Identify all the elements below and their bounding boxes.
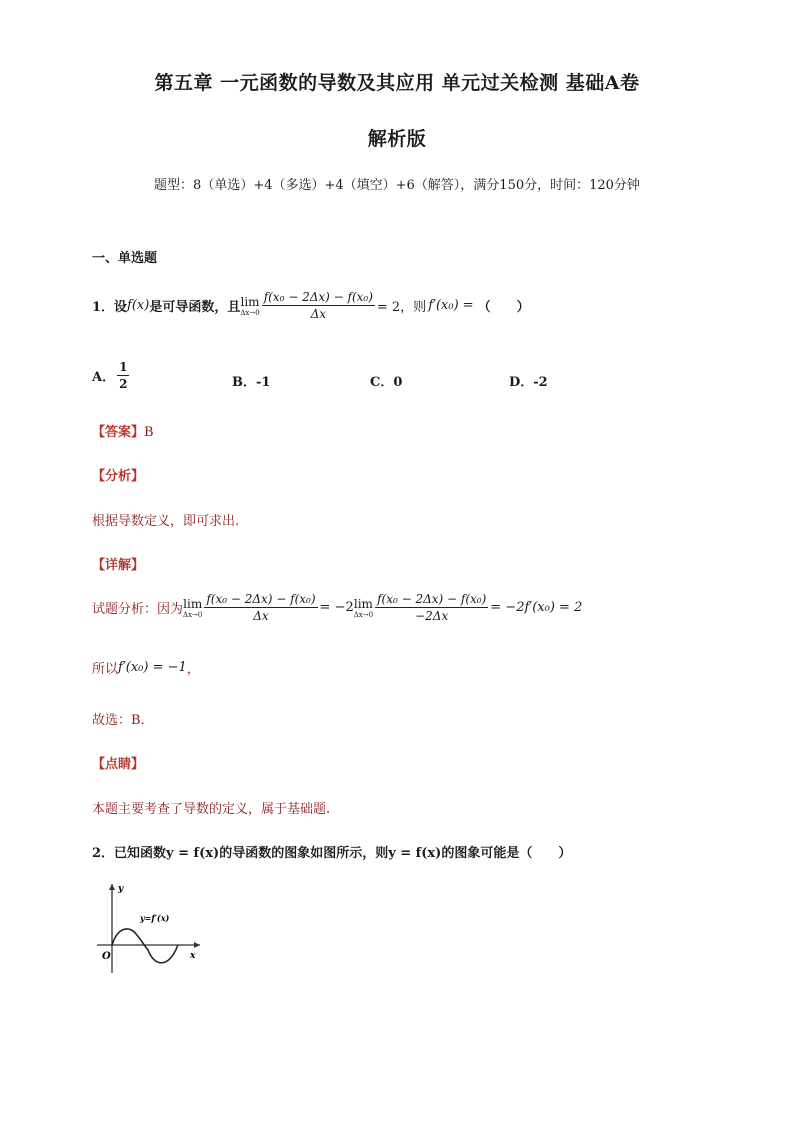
option-d-label: D．	[509, 375, 534, 390]
y-axis-arrow-icon	[109, 884, 115, 890]
y-axis-label: y	[118, 884, 124, 894]
detail-num-2: f(x₀ − 2Δx) − f(x₀)	[377, 592, 487, 606]
answer-value: B	[144, 425, 154, 440]
q1-denominator: Δx	[310, 307, 326, 321]
derivative-curve	[112, 929, 178, 963]
option-c	[370, 371, 402, 390]
option-a-label: A．	[92, 370, 116, 385]
detail-mid: = −2	[319, 600, 354, 615]
detail-lim-sub-2: Δx→0	[353, 610, 374, 619]
detail-num-1: f(x₀ − 2Δx) − f(x₀)	[206, 592, 316, 606]
q1-numerator: f(x₀ − 2Δx) − f(x₀)	[263, 290, 373, 304]
detail-den-2: −2Δx	[415, 609, 449, 623]
exam-meta: 题型：8（单选）+4（多选）+4（填空）+6（解答），满分150分，时间：120分钟	[154, 178, 640, 193]
option-c-value: 0	[393, 375, 403, 390]
q1-lim-word: lim	[240, 294, 260, 309]
curve-label: y=f′(x)	[140, 913, 170, 923]
choose-text: 故选：B.	[92, 713, 145, 728]
so-line	[92, 658, 200, 677]
detail-lim-word-1: lim	[183, 596, 203, 611]
question-1-stem	[92, 290, 530, 321]
q1-paren: （ ）	[477, 300, 530, 315]
q1-limit	[240, 295, 259, 317]
section-heading: 一、单选题	[92, 251, 158, 266]
page-title: 第五章 一元函数的导数及其应用 单元过关检测 基础A卷	[154, 72, 640, 94]
answer-line	[92, 421, 154, 440]
so-tail: ，	[186, 662, 200, 677]
question-2-stem: 2．已知函数y = f(x)的导函数的图象如图所示，则y = f(x)的图象可能是（ ）	[92, 846, 572, 861]
origin-label: O	[102, 951, 111, 962]
q1-prefix: 1．设	[92, 300, 128, 315]
so-math: f′(x₀) = −1	[118, 660, 187, 675]
option-d	[509, 371, 548, 390]
detail-tag: 【详解】	[92, 558, 145, 573]
q1-fraction	[262, 290, 375, 321]
comment-tag: 【点睛】	[92, 757, 145, 772]
analysis-text: 根据导数定义，即可求出.	[92, 514, 240, 529]
x-axis-arrow-icon	[194, 942, 200, 948]
page-subtitle: 解析版	[367, 128, 427, 150]
option-c-label: C．	[370, 375, 394, 390]
option-a-fraction	[117, 360, 129, 391]
detail-limit-2	[354, 597, 373, 619]
detail-end: = −2f′(x₀) = 2	[490, 600, 583, 615]
q1-mid: 是可导函数，且	[149, 300, 241, 315]
option-b-value: -1	[256, 375, 271, 390]
analysis-tag: 【分析】	[92, 469, 145, 484]
q1-fx: f(x)	[127, 298, 150, 313]
q1-fprime: f′(x₀) =	[428, 298, 474, 313]
option-a-den: 2	[119, 377, 128, 391]
option-b-label: B．	[232, 375, 256, 390]
detail-fraction-2	[375, 592, 488, 623]
answer-tag: 【答案】	[92, 425, 145, 440]
derivative-graph	[92, 878, 207, 978]
q1-lim-sub: Δx→0	[240, 308, 260, 317]
detail-equation	[92, 592, 582, 623]
x-axis-label: x	[190, 951, 196, 961]
detail-fraction-1	[204, 592, 317, 623]
option-d-value: -2	[533, 375, 548, 390]
detail-lim-word-2: lim	[353, 596, 373, 611]
option-b	[232, 371, 270, 390]
so-text: 所以	[92, 662, 119, 677]
option-a-num: 1	[119, 360, 128, 374]
detail-lim-sub-1: Δx→0	[183, 610, 203, 619]
detail-den-1: Δx	[253, 609, 269, 623]
comment-text: 本题主要考查了导数的定义，属于基础题.	[92, 802, 331, 817]
detail-limit-1	[183, 597, 202, 619]
q1-eq: = 2，则	[376, 300, 427, 315]
detail-prefix: 试题分析：因为	[92, 602, 184, 617]
option-a	[92, 360, 131, 391]
